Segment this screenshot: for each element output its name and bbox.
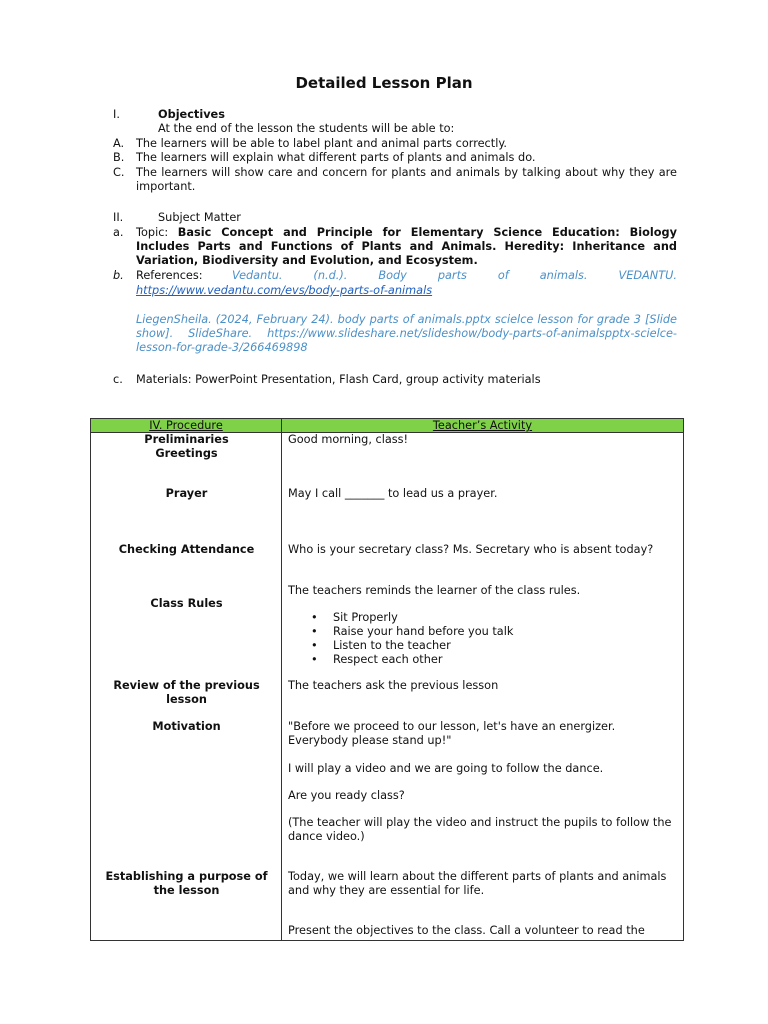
class-rule-item: • Respect each other — [288, 653, 675, 667]
objective-item-c: The learners will show care and concern for plants and animals by talking about why they are important. — [136, 166, 677, 193]
procedure-step-column — [91, 433, 282, 941]
procedure-header-left: IV. Procedure — [91, 419, 282, 433]
procedure-body-row — [91, 433, 684, 941]
activity-review: The teachers ask the previous lesson — [288, 679, 499, 692]
step-class-rules: Class Rules — [150, 597, 223, 610]
procedure-table — [90, 418, 684, 941]
class-rules-list — [288, 611, 675, 667]
reference-2-text: LiegenSheila. (2024, February 24). body parts of animals.pptx scielce lesson for grade 3 [Slide show]. SlideShare. https://www.slideshare.net/slideshow/body-parts-of-animalspptx-scielce-lesson-for-grade-3/266469898 — [136, 313, 677, 354]
activity-attendance: Who is your secretary class? Ms. Secretary who is absent today? — [288, 543, 654, 556]
step-greetings: Greetings — [155, 447, 218, 460]
objective-marker-a: A. — [113, 137, 125, 150]
materials-text: Materials: PowerPoint Presentation, Flash Card, group activity materials — [136, 373, 541, 386]
objective-marker-c: C. — [113, 166, 125, 179]
activity-purpose-objectives: Present the objectives to the class. Call a volunteer to read the — [288, 924, 645, 937]
topic-label: Topic: — [136, 226, 178, 239]
activity-motivation-instruction: (The teacher will play the video and instruct the pupils to follow the dance video.) — [288, 816, 672, 843]
objectives-intro: At the end of the lesson the students will be able to: — [158, 122, 455, 135]
objectives-heading: Objectives — [158, 108, 225, 121]
activity-motivation-energizer: "Before we proceed to our lesson, let's have an energizer. Everybody please stand up!" — [288, 720, 616, 747]
references-marker: b. — [113, 269, 124, 282]
class-rule-item: • Listen to the teacher — [288, 639, 675, 653]
procedure-header-row — [91, 419, 684, 433]
topic-marker: a. — [113, 226, 124, 239]
class-rule-item: • Raise your hand before you talk — [288, 625, 675, 639]
class-rule-item: • Sit Properly — [288, 611, 675, 625]
teacher-activity-column — [282, 433, 684, 941]
activity-motivation-video: I will play a video and we are going to follow the dance. — [288, 762, 604, 775]
topic-text: Basic Concept and Principle for Elementary Science Education: Biology Includes Parts and Functions of Plants and Animals. Heredity: Inheritance and Variation, Biodiversity and Evolution, and Ecosystem. — [136, 226, 677, 267]
document-title: Detailed Lesson Plan — [295, 74, 473, 92]
step-checking-attendance: Checking Attendance — [118, 543, 255, 556]
step-review: Review of the previous lesson — [113, 679, 260, 706]
step-preliminaries: Preliminaries — [144, 433, 229, 446]
subject-matter-heading: Subject Matter — [158, 211, 241, 224]
materials-marker: c. — [113, 373, 123, 386]
subject-matter-numeral: II. — [113, 211, 124, 224]
activity-purpose-intro: Today, we will learn about the different parts of plants and animals and why they are essential for life. — [288, 870, 667, 897]
activity-greetings: Good morning, class! — [288, 433, 409, 446]
step-prayer: Prayer — [165, 487, 208, 500]
step-establishing-purpose: Establishing a purpose of the lesson — [105, 870, 268, 897]
objective-marker-b: B. — [113, 151, 125, 164]
objectives-numeral: I. — [113, 108, 120, 121]
procedure-header-right: Teacher’s Activity — [282, 419, 684, 433]
reference-1-text: Vedantu. (n.d.). Body parts of animals. VEDANTU. — [232, 269, 677, 282]
reference-1-link[interactable]: https://www.vedantu.com/evs/body-parts-of-animals — [136, 284, 433, 297]
objective-item-b: The learners will explain what different parts of plants and animals do. — [136, 151, 536, 164]
step-motivation: Motivation — [152, 720, 221, 733]
topic-paragraph — [136, 226, 677, 268]
activity-motivation-ready: Are you ready class? — [288, 789, 405, 802]
references-label: References: — [136, 269, 203, 282]
objective-item-a: The learners will be able to label plant and animal parts correctly. — [136, 137, 508, 150]
activity-class-rules: The teachers reminds the learner of the class rules. — [288, 584, 581, 597]
activity-prayer: May I call _______ to lead us a prayer. — [288, 487, 498, 500]
